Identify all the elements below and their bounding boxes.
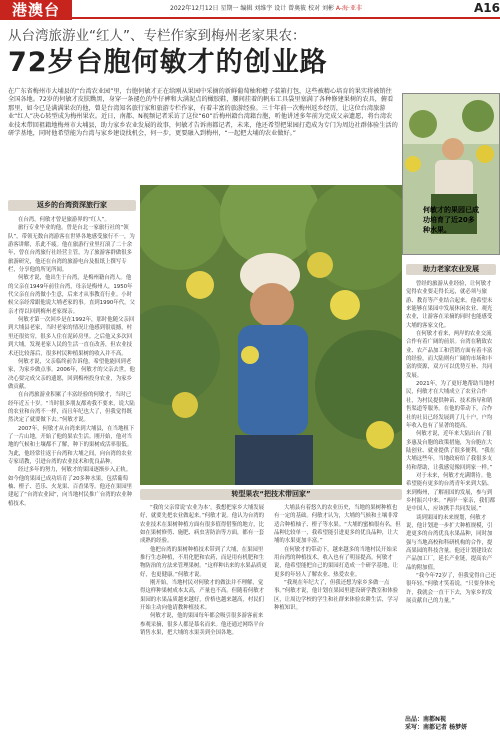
photo-caption: 何敏才的果园已成功培育了近20多种水果。 xyxy=(423,206,479,234)
paragraph: 何敏才说，父亲临终前告诉他，希望他能回到老家，为家乡做点事。2006年，何敏才的父亲去世，他决心要完成父亲的遗愿，回到梅州投身农业，为家乡做贡献。 xyxy=(8,358,135,390)
article-title: 72岁台胞何敏才的创业路 xyxy=(8,47,328,78)
paragraph: “我现在年纪大了，但我还想为家乡多做一点事。”何敏才说，他计划在果园里建设研学教室和体验区，让周边学校的学生和社群来体验农耕生活，学习种植知识。 xyxy=(274,580,399,612)
article-lead: 在广东省梅州市大埔县的“台湾农业园”里，台胞何敏才正在给刚从果园中采摘的新鲜葡萄柚和橙子装箱打包，这些被精心培育的果实将被销往全国各地。72岁的何敏才皮肤黝黑，身穿一条褪色的牛仔裤和大满泥点的橄胶鞋，腰间挂着的帆布工具袋里塞满了各种修建果树的农具，俯看那里，如今已是满满果农的他，曾是台湾知名旅行家和旅游专栏作家，有着丰富的旅游经验。三十年前一次梅州返乡经历，让这位台湾旅游业“红人”决心转型成为梅州果农。近日，南都、N视频记者采访了这位“60”后梅州籍台湾籍台胞，听他讲述多年前为完成父亲遗愿，将台湾农业技术带回祖籍地梅州市大埔县，助力家乡农业发展的故事，何敏才告诉南都记者，未来，他还希望把果园打造成为专门为周边社群体验生活的研学基地，同时他希望能为台湾与家乡建设找机会，何一步，更要融入到梅州，“一起把大埔的农业做好。” xyxy=(8,88,398,138)
paragraph: 经过多年的努力，何敏才的果园逐渐步入正轨。如今他的果园已成功培育了20多种水果，包括葡萄柚、橙子、芭乐、火龙果、百香果等。他还在果园里建起了“台湾农业园”，向当地村民推广台湾的农业种植技术。 xyxy=(8,467,133,507)
paragraph: “我今年72岁了，但我觉得自己还很年轻。”何敏才笑着说，“只要身体允许，我就会一直干下去，为家乡的发展贡献自己的力量。” xyxy=(406,573,496,605)
article-column-center-right xyxy=(274,504,402,746)
meta-design: 设计 曾奥筱 xyxy=(274,5,307,12)
article-column-left xyxy=(8,216,136,746)
paragraph: “我的父亲常说‘农业为本’，我想把家乡大埔发展好，就要先把农业做起来。”何敏才说。他认为台湾的农业技术在果树种植方面有很多值得借鉴的地方，比如在果树修剪、施肥、病虫害防治等方面，都有一套成熟的经验。 xyxy=(140,505,265,545)
section-title-support: 助力老家农业发展 xyxy=(406,264,496,275)
credit-producer: 出品：南都N视 xyxy=(405,716,447,723)
paragraph: 何敏才说，他出生于台湾，是梅州籍台湾人。他的父亲在1949年前往台湾，母亲是梅州人，1950年代父亲在台湾做小生意，后来才从事教育行业。小时候父亲经常跟他说大埔老家的事。直到1990年代，父亲才得以回到梅州老家探亲。 xyxy=(8,275,135,315)
paragraph: 旅行专业毕业的他，曾是台北一家旅行社的“领队”，带领无数台湾游客在世界各地感受旅行不一，为游客讲解，乐此不疲。他在旅游行业里打滚了二十余年，曾在台湾旅行社经营主管，为了旅游客群做很多旅游研究，他还在台湾的旅游电台及报纸上撰写专栏，分享他的所见所闻。 xyxy=(8,225,135,274)
paragraph: 刚开始，当地村民对何敏才的做法并不理解，觉得这样种果树成本太高，产量也不高。但随着何敏才果园的水果品质越来越好，价格也越来越高，村民们开始主动向他请教种植技术。 xyxy=(140,580,264,612)
section-brand: 港澳台 xyxy=(0,0,72,20)
paragraph: 在何敏才的带动下，越来越多的当地村民开始采用台湾的种植技术，收入也有了明显提高。何敏才说，他希望能把自己的果园打造成一个研学基地，让更多的年轻人了解农业、热爱农业。 xyxy=(274,546,398,578)
orchard-illustration xyxy=(140,185,402,485)
section-title-transition: 转型果农“把技术带回家” xyxy=(140,489,402,500)
paragraph: 在台湾旅游业积累了丰富经验的何敏才，当时已经年近五十岁。“当时很多朋友都劝我不要来，说大陆的农业和台湾不一样，而且年纪也大了，但我觉得既然决定了就要做下去。”何敏才说。 xyxy=(8,392,135,424)
page-number: A16 xyxy=(474,1,500,15)
credit-reporter: 采写：南都记者 杨梦妍 xyxy=(405,724,468,731)
meta-proof: 校对 刘彬 xyxy=(308,5,334,12)
paragraph: 2007年，何敏才从台湾来到大埔县，在当地租下了一片山地，开始了他的果农生活。刚开始，他对当地的气候和土壤都不了解，种下的果树成活率很低。为此，他经常往返于台湾和大埔之间，向台湾的农业专家请教，引进台湾的农业技术和优良品种。 xyxy=(8,425,135,465)
meta-tag: A-海·亚非 xyxy=(335,5,362,12)
paragraph: 在台湾，何敏才曾是旅游界的“红人”。 xyxy=(18,217,110,223)
section-title-returning: 返乡的台湾资深旅行家 xyxy=(8,200,136,211)
article-subtitle: 从台湾旅游业“红人”、专栏作家到梅州老家果农： xyxy=(8,28,306,44)
header-meta xyxy=(170,3,362,12)
paragraph: 何敏才说，近年来大陆出台了很多惠及台胞的政策措施，为台胞在大陆创业、就业提供了很多便利。“我在大埔这些年，当地政府给了我很多支持和帮助，让我感觉像回到家一样。” xyxy=(406,431,496,471)
paragraph: 对于未来，何敏才充满期待。他希望能有更多的台湾青年来到大陆、来到梅州，了解祖国的发展，参与到乡村振兴中来。“两岸一家亲，我们都是中国人，应该携手共同发展。” xyxy=(406,472,496,513)
paragraph: 2021年，为了更好地帮助当地村民，何敏才在大埔成立了农业合作社，为村民提供种苗、技术指导和销售渠道等服务。在他的带动下，合作社的社员已经发展到了几十户，户均年收入也有了显著的提高。 xyxy=(406,381,495,429)
meta-editor: 编辑 刘维宇 xyxy=(240,5,273,12)
paragraph: 他把台湾的果树种植技术带到了大埔，在果园里推行生态种植，不用化肥和农药，而是用有机肥和生物防治的方法来管理果树。“这样种出来的水果品质更好，也更健康。”何敏才说。 xyxy=(140,546,267,578)
paragraph: 何敏才说，他的果园每年都会吸引很多游客前来参观采摘，很多人都是慕名而来。他还通过网络平台销售水果，把大埔的水果卖到全国各地。 xyxy=(140,613,264,637)
article-column-right xyxy=(406,280,496,712)
meta-date: 2022年12月12日 星期一 xyxy=(170,5,239,12)
author-credits xyxy=(405,716,467,732)
paragraph: 曾经的旅游从业经验，让何敏才觉得农业要走得长远，就必须与旅游、教育等产业结合起来。他希望未来能够在果园中发展休闲农业、观光农业，让游客在采摘的同时也能感受大埔的客家文化。 xyxy=(406,281,493,329)
header-rule xyxy=(72,17,500,19)
paragraph: 何敏才第一次回乡是在1992年，那时他随父亲回到大埔县老家，当时老家的情况让他感到很震撼，村里还很贫穷，很多人住在泥砖房里。之后他又多次回到大埔，发现老家人民的生活一直在改善，但农业技术还比较落后，很多村民种植果树的收入并不高。 xyxy=(8,317,135,357)
article-column-center-left xyxy=(140,504,268,746)
paragraph: 在何敏才看来，两岸的农业交流合作有着广阔的前景。台湾在精致农业、农产品加工和营销方面有着丰富的经验，而大陆则有广阔的市场和丰富的资源，双方可以优势互补、共同发展。 xyxy=(406,331,493,379)
paragraph: 大埔县有着悠久的农业历史，当地的果树种植也有一定的基础。何敏才认为，大埔的气候和土壤非常适合种植柚子、橙子等水果。“大埔的蜜柚很有名，但品种比较单一，我希望能引进更多的优良品种，让大埔的水果更加丰富。” xyxy=(274,505,401,545)
orchard-main-photo xyxy=(140,185,402,485)
paragraph: 谈到果园的未来规划，何敏才说，他计划进一步扩大种植规模，引进更多的台湾优良水果品种，同时加强与当地高校和科研机构的合作，提高果园的科技含量。他还计划建设农产品加工厂，延长产业链，提高农产品的附加值。 xyxy=(406,514,493,571)
